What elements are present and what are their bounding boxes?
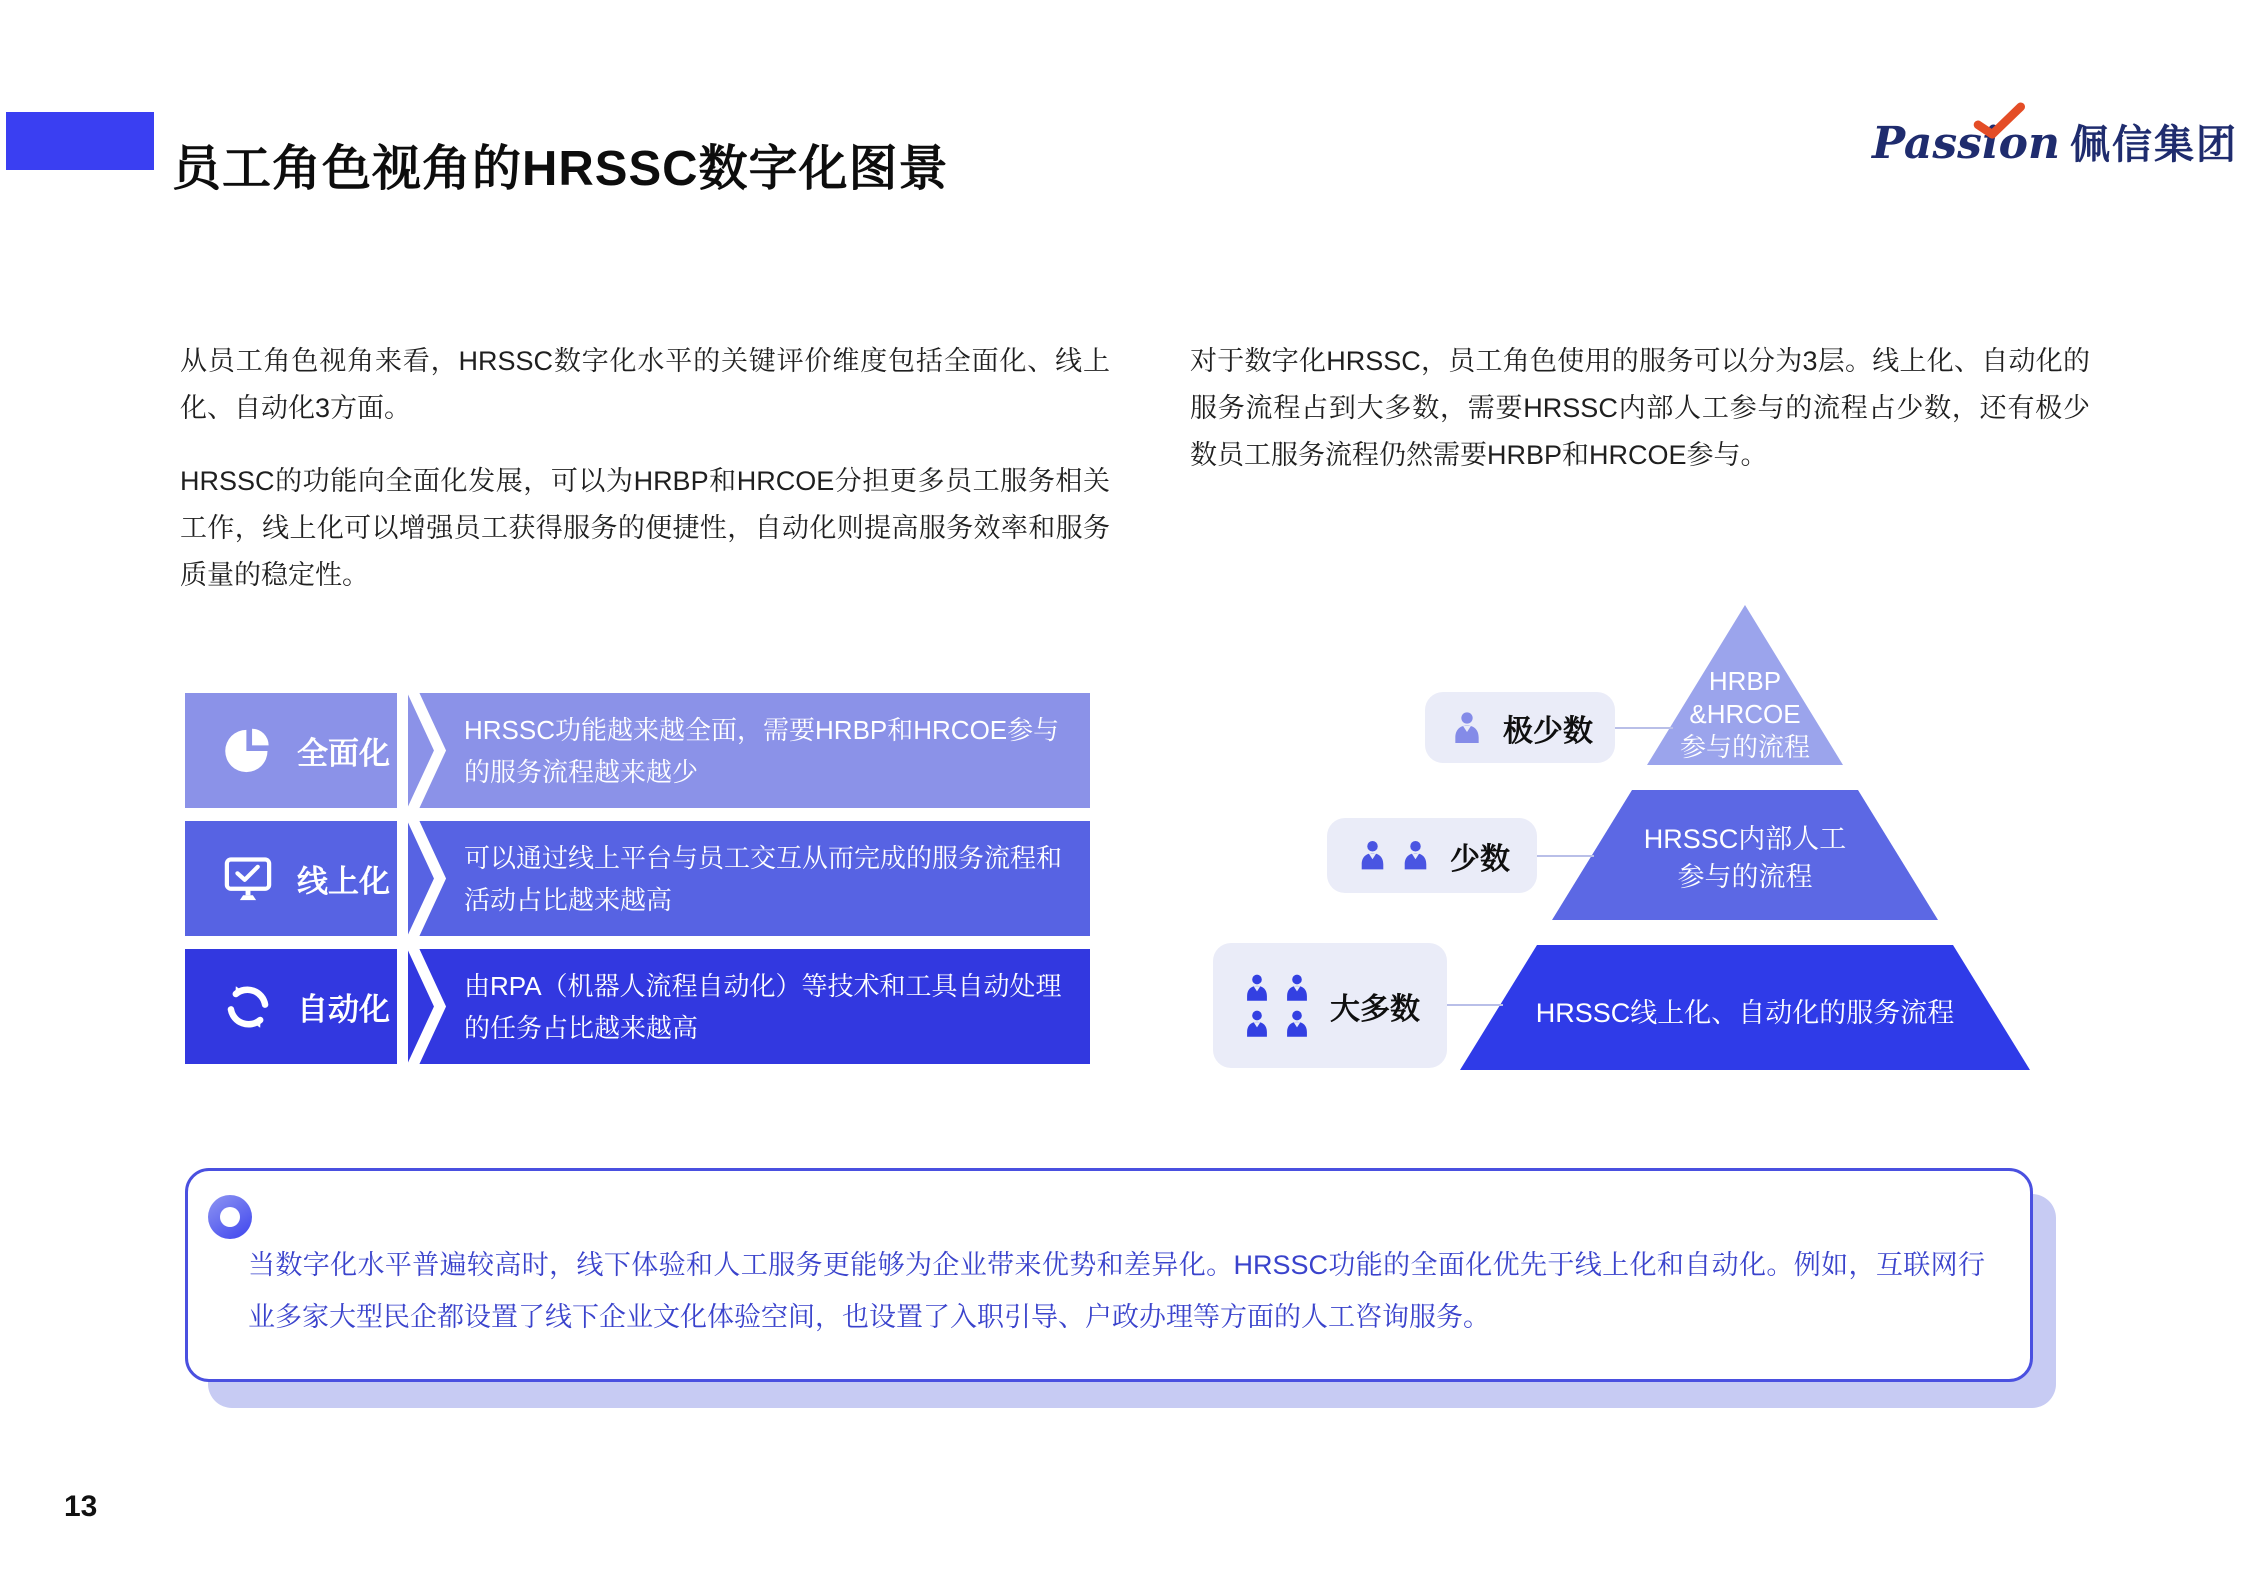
tag-label: 少数 bbox=[1450, 842, 1510, 876]
intro-paragraph: HRSSC的功能向全面化发展，可以为HRBP和HRCOE分担更多员工服务相关工作，线上化可以增强员工获得服务的便捷性，自动化则提高服务效率和服务质量的稳定性。 bbox=[180, 466, 1110, 590]
tag-box-shaoshu bbox=[1327, 818, 1537, 893]
person-icon bbox=[1240, 1007, 1274, 1041]
check-mark-icon bbox=[1968, 102, 2026, 140]
person-icon bbox=[1354, 837, 1391, 874]
chevron-right-icon bbox=[408, 693, 448, 808]
dimension-desc-cell bbox=[408, 949, 1090, 1064]
pyramid-top-label: 参与的流程 bbox=[1679, 732, 1811, 762]
chevron-right-icon bbox=[408, 949, 448, 1064]
logo-cn-text: 佩信集团 bbox=[2070, 123, 2239, 167]
tag-label: 极少数 bbox=[1503, 714, 1593, 748]
intro-left-column bbox=[180, 338, 1110, 625]
page-title: 员工角色视角的HRSSC数字化图景 bbox=[172, 141, 949, 196]
chevron-right-icon bbox=[408, 821, 448, 936]
dimension-label: 自动化 bbox=[297, 992, 390, 1027]
pyramid-top-label: &HRCOE bbox=[1689, 699, 1801, 729]
company-logo bbox=[1872, 104, 2239, 169]
connector-line bbox=[1537, 855, 1594, 857]
dimension-label-cell bbox=[185, 949, 397, 1064]
dimension-label-cell bbox=[185, 821, 397, 936]
dimension-desc: 由RPA（机器人流程自动化）等技术和工具自动处理的任务占比越来越高 bbox=[464, 970, 1062, 1043]
tag-box-jishaoshu bbox=[1425, 692, 1615, 763]
dimension-label: 线上化 bbox=[297, 864, 390, 899]
dimension-desc: 可以通过线上平台与员工交互从而完成的服务流程和活动占比越来越高 bbox=[464, 842, 1063, 915]
pyramid-bottom-label: HRSSC线上化、自动化的服务流程 bbox=[1535, 998, 1955, 1028]
intro-paragraph: 从员工角色视角来看，HRSSC数字化水平的关键评价维度包括全面化、线上化、自动化3方面。 bbox=[180, 346, 1110, 423]
person-icon bbox=[1280, 971, 1314, 1005]
dimension-desc-cell bbox=[408, 821, 1090, 936]
connector-line bbox=[1615, 727, 1673, 729]
connector-line bbox=[1447, 1004, 1503, 1006]
note-box bbox=[185, 1168, 2033, 1382]
pyramid-middle-label: 参与的流程 bbox=[1677, 862, 1813, 892]
dimension-row-xianshanghua bbox=[185, 821, 1090, 936]
ring-icon bbox=[208, 1195, 252, 1239]
intro-paragraph: 对于数字化HRSSC，员工角色使用的服务可以分为3层。线上化、自动化的服务流程占到大多数，需要HRSSC内部人工参与的流程占少数，还有极少数员工服务流程仍然需要HRBP和HRCOE参与。 bbox=[1190, 346, 2090, 470]
monitor-check-icon bbox=[221, 852, 275, 906]
person-icon bbox=[1240, 971, 1274, 1005]
dimension-desc: HRSSC功能越来越全面，需要HRBP和HRCOE参与的服务流程越来越少 bbox=[464, 714, 1060, 787]
logo-script-word: Passion bbox=[1872, 118, 2061, 169]
logo-script-text bbox=[1872, 118, 2061, 169]
dimension-label-cell bbox=[185, 693, 397, 808]
sync-arrows-icon bbox=[221, 980, 275, 1034]
dimension-row-quanmianhua bbox=[185, 693, 1090, 808]
dimension-desc-cell bbox=[408, 693, 1090, 808]
dimension-rows bbox=[185, 693, 1090, 1077]
person-icon bbox=[1280, 1007, 1314, 1041]
page-number: 13 bbox=[64, 1490, 98, 1523]
intro-right-column bbox=[1190, 338, 2090, 505]
pie-chart-icon bbox=[221, 724, 275, 778]
pyramid-middle-label: HRSSC内部人工 bbox=[1643, 824, 1847, 854]
note-text: 当数字化水平普遍较高时，线下体验和人工服务更能够为企业带来优势和差异化。HRSSC功能的全面化优先于线上化和自动化。例如，互联网行业多家大型民企都设置了线下企业文化体验空间，也设置了入职引导、户政办理等方面的人工咨询服务。 bbox=[248, 1250, 1985, 1332]
tag-label: 大多数 bbox=[1330, 992, 1420, 1026]
tag-box-daduoshu bbox=[1213, 943, 1447, 1068]
people-group bbox=[1240, 971, 1314, 1041]
people-group bbox=[1354, 837, 1434, 874]
pyramid-diagram bbox=[1180, 580, 2060, 1080]
pyramid-top-label: HRBP bbox=[1708, 666, 1782, 696]
dimension-row-zidonghua bbox=[185, 949, 1090, 1064]
pyramid-layer-middle bbox=[1552, 790, 1938, 920]
title-accent-bar bbox=[6, 112, 154, 170]
dimension-label: 全面化 bbox=[297, 736, 390, 771]
person-icon bbox=[1397, 837, 1434, 874]
person-icon bbox=[1447, 708, 1487, 748]
